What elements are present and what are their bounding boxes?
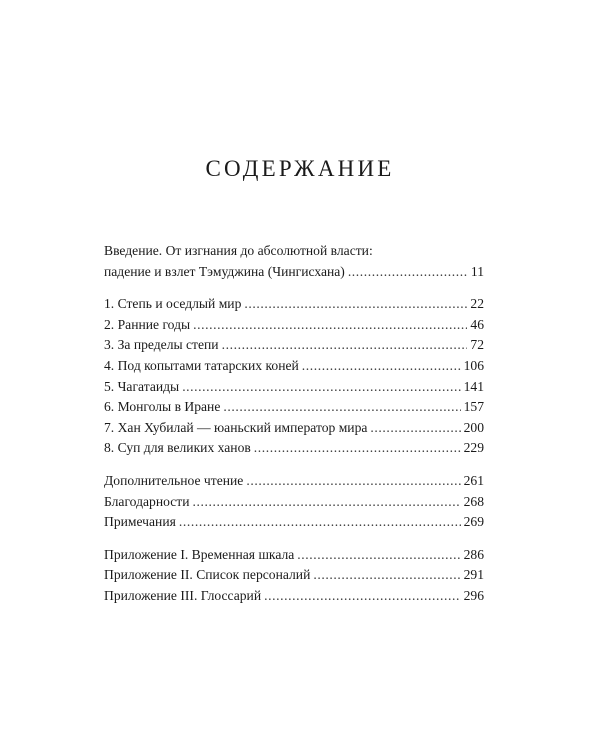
toc-page-number: 22 (470, 296, 484, 312)
dot-leader (182, 377, 460, 398)
dot-leader (297, 545, 460, 566)
toc-entry-chapter (104, 315, 484, 336)
toc-page-number: 269 (463, 514, 484, 530)
toc-entry-label: 6. Монголы в Иране (104, 399, 221, 415)
dot-leader (302, 356, 461, 377)
table-of-contents (104, 241, 484, 607)
dot-leader (246, 471, 460, 492)
toc-entry-chapter (104, 418, 484, 439)
toc-entry-backmatter (104, 492, 484, 513)
toc-entry-label: 5. Чагатаиды (104, 378, 180, 394)
toc-entry-label: Приложение II. Список персоналий (104, 567, 311, 583)
dot-leader (193, 315, 467, 336)
toc-entry-intro (104, 262, 484, 283)
toc-entry-label: Приложение III. Глоссарий (104, 587, 262, 603)
group-spacer (104, 459, 484, 471)
toc-entry-label: Приложение I. Временная шкала (104, 546, 295, 562)
toc-entry-chapter (104, 397, 484, 418)
dot-leader (193, 492, 461, 513)
toc-entry-backmatter (104, 471, 484, 492)
toc-page-number: 261 (463, 472, 484, 488)
toc-entry-label: 2. Ранние годы (104, 316, 191, 332)
toc-entry-label: Дополнительное чтение (104, 472, 244, 488)
dot-leader (370, 418, 460, 439)
page-title: СОДЕРЖАНИЕ (205, 156, 395, 181)
toc-entry-label: 4. Под копытами татарских коней (104, 357, 299, 373)
dot-leader (313, 565, 460, 586)
toc-entry-label: Благодарности (104, 493, 190, 509)
toc-entry-label: 7. Хан Хубилай — юаньский император мира (104, 419, 368, 435)
toc-entry-appendix (104, 586, 484, 607)
toc-entry-chapter (104, 335, 484, 356)
toc-entry-chapter (104, 377, 484, 398)
toc-entry-label: падение и взлет Тэмуджина (Чингисхана) (104, 263, 345, 279)
toc-entry-label: 3. За пределы степи (104, 337, 219, 353)
toc-entry-chapter (104, 438, 484, 459)
toc-page-number: 291 (463, 567, 484, 583)
toc-entry-label: 1. Степь и оседлый мир (104, 296, 242, 312)
toc-backmatter (104, 471, 484, 533)
toc-page-number: 268 (463, 493, 484, 509)
dot-leader (254, 438, 461, 459)
toc-page-number: 106 (463, 357, 484, 373)
toc-entry-label: 8. Суп для великих ханов (104, 440, 251, 456)
toc-entry-chapter (104, 356, 484, 377)
dot-leader (244, 294, 467, 315)
toc-page-number: 72 (470, 337, 484, 353)
toc-entry-backmatter (104, 512, 484, 533)
toc-entry-appendix (104, 565, 484, 586)
toc-page-number: 46 (470, 316, 484, 332)
toc-entry-label: Примечания (104, 514, 176, 530)
toc-page-number: 296 (463, 587, 484, 603)
group-spacer (104, 533, 484, 545)
dot-leader (222, 335, 468, 356)
dot-leader (348, 262, 468, 283)
dot-leader (264, 586, 461, 607)
toc-page-number: 11 (470, 263, 484, 279)
toc-page-number: 286 (463, 546, 484, 562)
toc-chapters (104, 294, 484, 459)
toc-page-number: 141 (463, 378, 484, 394)
dot-leader (223, 397, 460, 418)
toc-page-number: 200 (463, 419, 484, 435)
dot-leader (179, 512, 461, 533)
toc-page-number: 157 (463, 399, 484, 415)
toc-page-number: 229 (463, 440, 484, 456)
toc-appendices (104, 545, 484, 607)
group-spacer (104, 282, 484, 294)
toc-entry-appendix (104, 545, 484, 566)
toc-intro-line1: Введение. От изгнания до абсолютной власти: (104, 243, 373, 258)
toc-entry-chapter (104, 294, 484, 315)
